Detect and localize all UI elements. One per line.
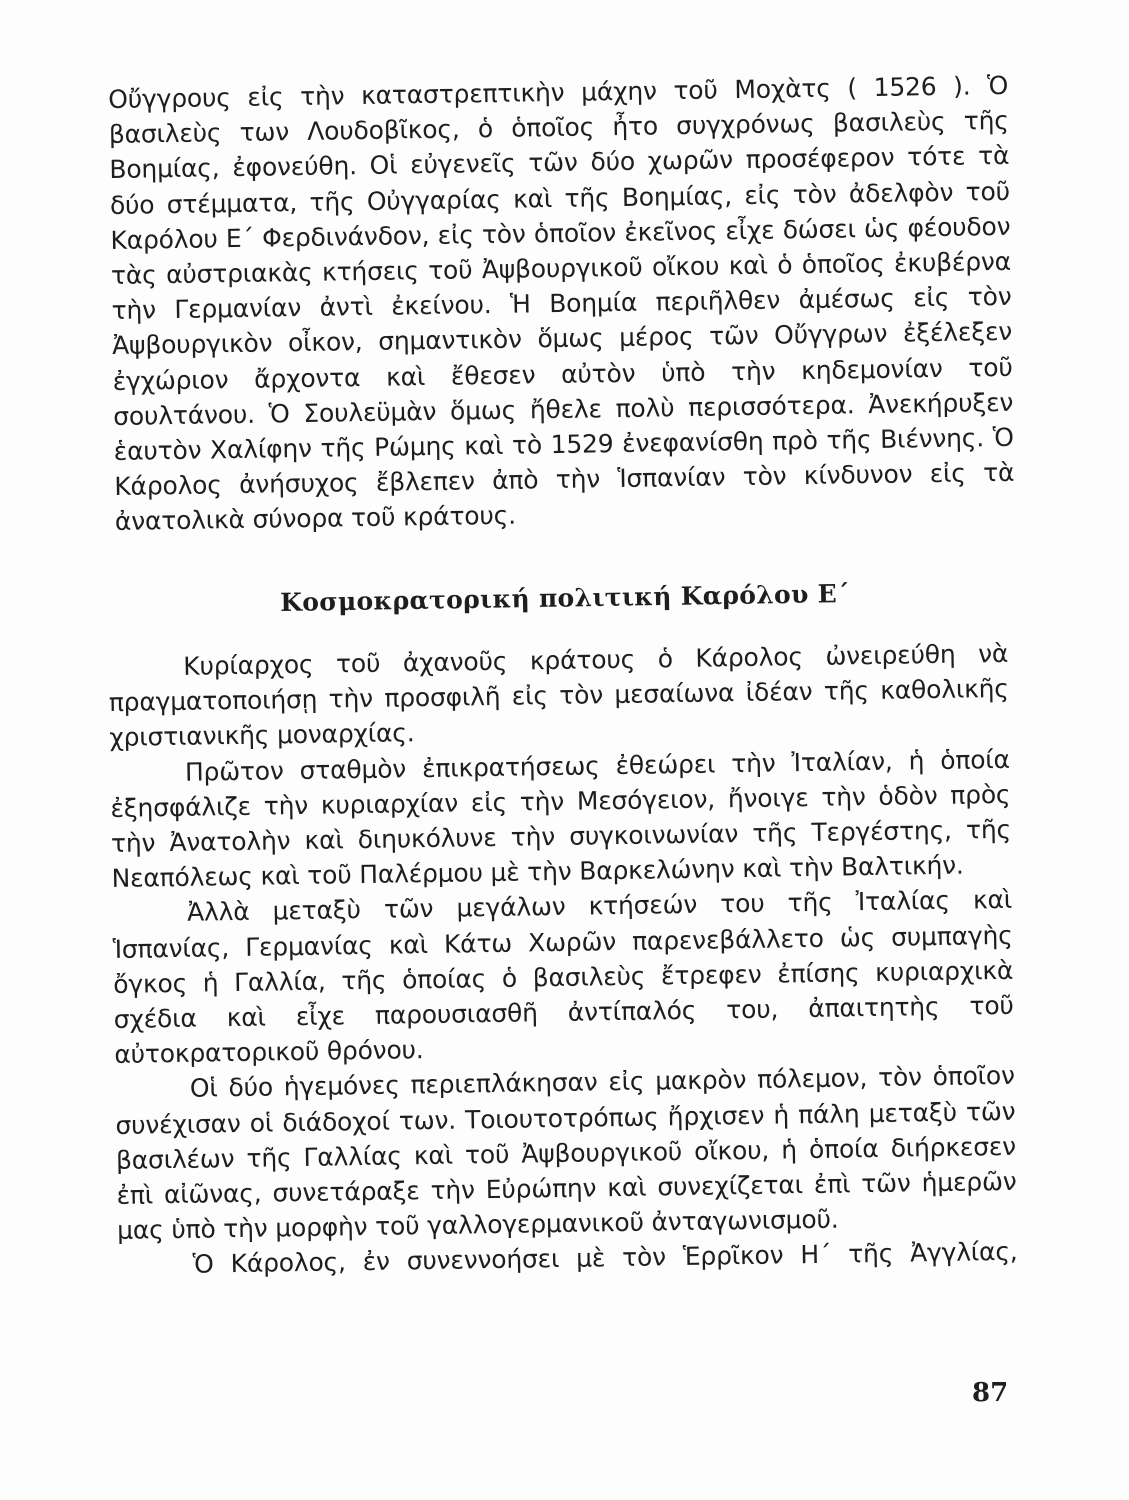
text-block-main — [108, 636, 1018, 1284]
paragraph: Πρῶτον σταθμὸν ἐπικρατήσεως ἐθεώρει τὴν Ἰταλίαν, ἡ ὁποία ἐξησφάλιζε τὴν κυριαρχίαν εἰς τὴν Μεσόγειον, ἤνοιγε τὴν ὁδὸν πρὸς τὴν Ἀνατολὴν καὶ διηυκόλυνε τὴν συγκοινωνίαν τῆς Τεργέστης, τῆς Νεαπόλεως καὶ τοῦ Παλέρμου μὲ τὴν Βαρκελώνην καὶ τὴν Βαλτικήν. — [110, 744, 1012, 894]
section-heading: Κοσμοκρατορική πολιτική Καρόλου Ε΄ — [280, 579, 851, 617]
page-number: 87 — [972, 1378, 1009, 1408]
text-block-top — [108, 68, 1015, 540]
paragraph: Κυρίαρχος τοῦ ἀχανοῦς κράτους ὁ Κάρολος ὠνειρεύθη νὰ πραγματοποιήσῃ τὴν προσφιλῆ εἰς τὸν μεσαίωνα ἰδέαν τῆς καθολικῆς χριστιανικῆς μοναρχίας. — [108, 638, 1009, 753]
paragraph: Ἀλλὰ μεταξὺ τῶν μεγάλων κτήσεών του τῆς Ἰταλίας καὶ Ἱσπανίας, Γερμανίας καὶ Κάτω Χωρῶν παρενεβάλλετο ὡς συμπαγὴς ὄγκος ἡ Γαλλία, τῆς ὁποίας ὁ βασιλεὺς ἔτρεφεν ἐπίσης κυριαρχικὰ σχέδια καὶ εἶχε παρουσιασθῆ ἀντίπαλός του, ἀπαιτητὴς τοῦ αὐτοκρατορικοῦ θρόνου. — [112, 885, 1014, 1070]
paragraph-continuation: Οὔγγρους εἰς τὴν καταστρεπτικὴν μάχην τοῦ Μοχὰτς ( 1526 ). Ὁ βασιλεὺς των Λουδοβῖκος, ὁ ὁποῖος ἦτο συγχρόνως βασιλεὺς τῆς Βοημίας, ἐφονεύθη. Οἱ εὐγενεῖς τῶν δύο χωρῶν προσέφερον τότε τὰ δύο στέμματα, τῆς Οὐγγαρίας καὶ τῆς Βοημίας, εἰς τὸν ἀδελφὸν τοῦ Καρόλου Ε΄ Φερδινάνδον, εἰς τὸν ὁποῖον ἐκεῖνος εἶχε δώσει ὡς φέουδον τὰς αὐστριακὰς κτήσεις τοῦ Ἀψβουργικοῦ οἴκου καὶ ὁ ὁποῖος ἐκυβέρνα τὴν Γερμανίαν ἀντὶ ἐκείνου. Ἡ Βοημία περιῆλθεν ἀμέσως εἰς τὸν Ἀψβουργικὸν οἶκον, σημαντικὸν ὅμως μέρος τῶν Οὔγγρων ἐξέλεξεν ἐγχώριον ἄρχοντα καὶ ἔθεσεν αὐτὸν ὑπὸ τὴν κηδεμονίαν τοῦ σουλτάνου. Ὁ Σουλεϋμὰν ὅμως ἤθελε πολὺ περισσότερα. Ἀνεκήρυξεν ἑαυτὸν Χαλίφην τῆς Ρώμης καὶ τὸ 1529 ἐνεφανίσθη πρὸ τῆς Βιέννης. Ὁ Κάρολος ἀνήσυχος ἔβλεπεν ἀπὸ τὴν Ἱσπανίαν τὸν κίνδυνον εἰς τὰ ἀνατολικὰ σύνορα τοῦ κράτους. — [108, 70, 1015, 537]
paragraph: Οἱ δύο ἡγεμόνες περιεπλάκησαν εἰς μακρὸν πόλεμον, τὸν ὁποῖον συνέχισαν οἱ διάδοχοί των. Τοιουτοτρόπως ἤρχισεν ἡ πάλη μεταξὺ τῶν βασιλέων τῆς Γαλλίας καὶ τοῦ Ἀψβουργικοῦ οἴκου, ἡ ὁποία διήρκεσεν ἐπὶ αἰῶνας, συνετάραξε τὴν Εὐρώπην καὶ συνεχίζεται ἐπὶ τῶν ἡμερῶν μας ὑπὸ τὴν μορφὴν τοῦ γαλλογερμανικοῦ ἀνταγωνισμοῦ. — [115, 1061, 1017, 1246]
paragraph-continues: Ὁ Κάρολος, ἐν συνεννοήσει μὲ τὸν Ἑρρῖκον Η΄ τῆς Ἀγγλίας, — [192, 1237, 1018, 1280]
